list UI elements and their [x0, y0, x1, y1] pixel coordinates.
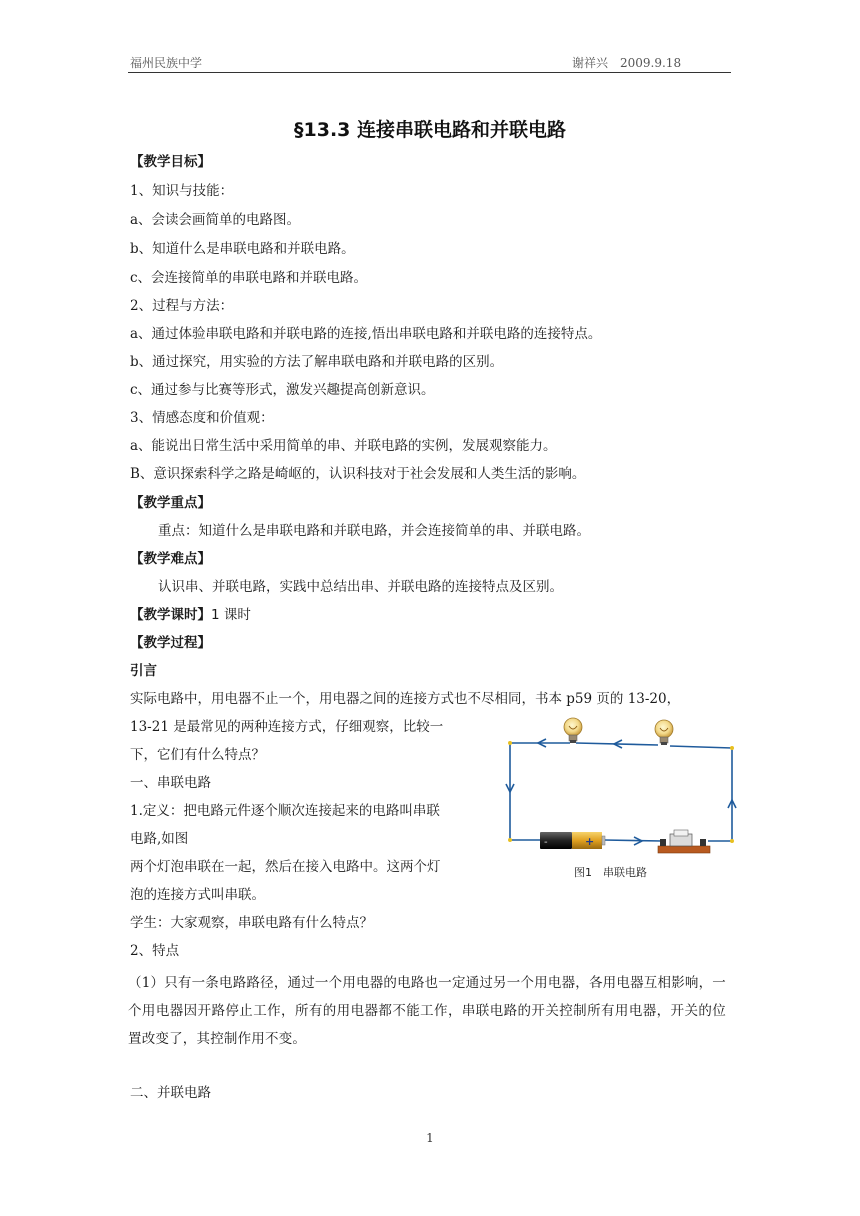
- process-method-b: b、通过探究，用实验的方法了解串联电路和并联电路的区别。: [130, 354, 504, 370]
- parallel-heading: 二、并联电路: [130, 1085, 211, 1101]
- battery-plus-label: +: [585, 835, 595, 848]
- intro-line-3: 下，它们有什么特点？: [130, 747, 265, 763]
- hours-line: [130, 605, 251, 625]
- intro-heading: 引言: [130, 663, 157, 679]
- knowledge-c: c、会连接简单的串联电路和并联电路。: [130, 270, 368, 286]
- junction-dot: [730, 839, 734, 843]
- wire-right: [708, 748, 732, 841]
- process-method-heading: 2、过程与方法：: [130, 298, 234, 314]
- knowledge-b: b、知道什么是串联电路和并联电路。: [130, 241, 355, 257]
- process-heading: 【教学过程】: [130, 635, 211, 651]
- current-arrows: [506, 739, 736, 845]
- battery-minus-label: -: [544, 837, 548, 848]
- header-author-date: 谢祥兴 2009.9.18: [572, 56, 682, 70]
- header-school: 福州民族中学: [130, 56, 203, 70]
- key-text: 重点：知道什么是串联电路和并联电路，并会连接简单的串、并联电路。: [158, 523, 590, 539]
- wire-top-right: [670, 746, 732, 748]
- emotion-heading: 3、情感态度和价值观：: [130, 410, 274, 426]
- difficulty-heading: 【教学难点】: [130, 551, 211, 567]
- key-heading: 【教学重点】: [130, 495, 211, 511]
- hours-value: 1 课时: [211, 607, 251, 623]
- page-number: 1: [426, 1131, 434, 1145]
- knowledge-a: a、会读会画简单的电路图。: [130, 212, 301, 228]
- feature-heading: 2、特点: [130, 943, 180, 959]
- definition-line-1: 1.定义：把电路元件逐个顺次连接起来的电路叫串联: [130, 803, 440, 819]
- circuit-wires: [510, 743, 732, 841]
- process-method-c: c、通过参与比赛等形式，激发兴趣提高创新意识。: [130, 382, 435, 398]
- two-bulbs-line-2: 泡的连接方式叫串联。: [130, 887, 265, 903]
- bulb-icon: [655, 720, 673, 745]
- emotion-a: a、能说出日常生活中采用简单的串、并联电路的实例，发展观察能力。: [130, 438, 557, 454]
- junction-dot: [730, 746, 734, 750]
- wire-bottom-middle: [604, 840, 662, 841]
- battery-icon: [540, 832, 605, 849]
- difficulty-text: 认识串、并联电路，实践中总结出串、并联电路的连接特点及区别。: [158, 579, 563, 595]
- knowledge-heading: 1、知识与技能：: [130, 183, 234, 199]
- series-heading: 一、串联电路: [130, 775, 211, 791]
- emotion-b: B、意识探索科学之路是崎岖的，认识科技对于社会发展和人类生活的影响。: [130, 466, 586, 482]
- hours-heading: 【教学课时】: [130, 607, 211, 623]
- switch-icon: [658, 830, 710, 853]
- page-title: §13.3 连接串联电路和并联电路: [294, 119, 566, 141]
- feature-1-paragraph: （1）只有一条电路路径，通过一个用电器的电路也一定通过另一个用电器，各用电器互相影响，一个用电器因开路停止工作，所有的用电器都不能工作，串联电路的开关控制所有用电器，开关的位置改变了，其控制作用不变。: [128, 975, 726, 1047]
- process-method-a: a、通过体验串联电路和并联电路的连接,悟出串联电路和并联电路的连接特点。: [130, 326, 602, 342]
- figure-caption: 图1 串联电路: [574, 866, 647, 879]
- wire-junctions: [508, 741, 734, 843]
- intro-line-1: 实际电路中，用电器不止一个，用电器之间的连接方式也不尽相同，书本 p59 页的 13-20，: [130, 691, 681, 707]
- bulb-icon: [564, 718, 582, 743]
- two-bulbs-line-1: 两个灯泡串联在一起，然后在接入电路中。这两个灯: [130, 859, 441, 875]
- definition-line-2: 电路,如图: [130, 831, 189, 847]
- student-question: 学生：大家观察，串联电路有什么特点？: [130, 915, 373, 931]
- intro-line-2: 13-21 是最常见的两种连接方式，仔细观察，比较一: [130, 719, 444, 735]
- goals-heading: 【教学目标】: [130, 154, 211, 170]
- junction-dot: [508, 741, 512, 745]
- junction-dot: [508, 838, 512, 842]
- header-rule: [128, 72, 731, 73]
- series-circuit-figure: [494, 712, 740, 890]
